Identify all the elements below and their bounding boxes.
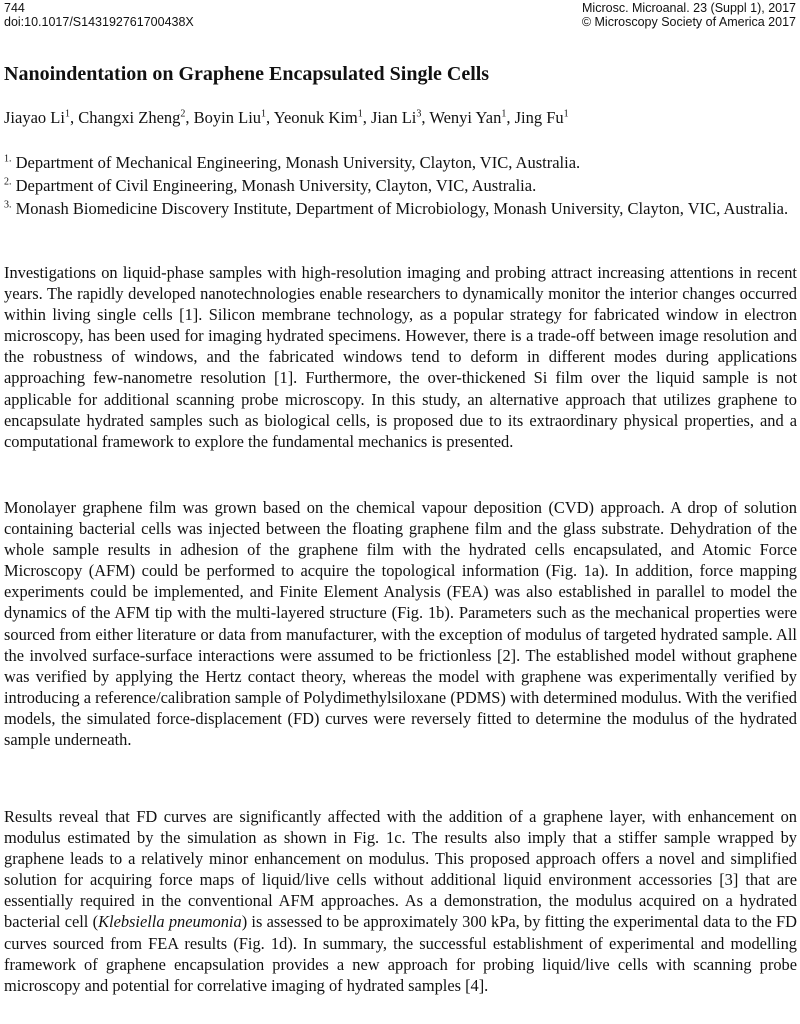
copyright-notice: © Microscopy Society of America 2017 [581, 15, 796, 29]
doi: doi:10.1017/S143192761700438X [4, 15, 194, 29]
journal-citation: Microsc. Microanal. 23 (Suppl 1), 2017 [582, 1, 796, 15]
body-paragraph-results: Results reveal that FD curves are significantly affected with the addition of a graphene layer, with enhancement on modulus estimated by the simulation as shown in Fig. 1c. The results also imply that a stiffer sample wrapped by graphene leads to a relatively minor enhancement on modulus. This proposed approach offers a novel and simplified solution for acquiring force maps of liquid/live cells without additional liquid environment accessories [3] that are essentially required in the conventional AFM approaches. As a demonstration, the modulus acquired on a hydrated bacterial cell (Klebsiella pneumonia) is assessed to be approximately 300 kPa, by fitting the experimental data to the FD curves sourced from FEA results (Fig. 1d). In summary, the successful establishment of experimental and modelling framework of graphene encapsulation provides a new approach for probing liquid/live cells with scanning probe microscopy and potential for correlative imaging of hydrated samples [4]. [4, 807, 798, 995]
author-list [4, 108, 569, 128]
affiliation: $^{2.}$ Department of Civil Engineering, Monash University, Clayton, VIC, Australia. [4, 176, 537, 195]
paper-title: Nanoindentation on Graphene Encapsulated Single Cells [4, 63, 490, 85]
affiliation: $^{3.}$ Monash Biomedicine Discovery Institute, Department of Microbiology, Monash University, Clayton, VIC, Australia. [4, 199, 789, 218]
author-affiliation-mark: 1 [261, 108, 267, 120]
author: Boyin Liu$^1$, [193, 108, 274, 127]
species-name: Klebsiella pneumonia [98, 912, 242, 932]
author-affiliation-mark: 1 [64, 108, 70, 120]
author-affiliation-mark: 2 [180, 108, 186, 120]
author: Yeonuk Kim$^1$, [273, 108, 371, 127]
page-number: 744 [4, 1, 25, 15]
author-affiliation-mark: 1 [501, 108, 507, 120]
affiliation-mark: 2. [4, 176, 12, 188]
author: Wenyi Yan$^1$, [429, 108, 515, 127]
author: Jing Fu$^1$ [514, 108, 569, 127]
affiliation-mark: 1. [4, 153, 12, 165]
affiliation-mark: 3. [4, 199, 12, 211]
author: Changxi Zheng$^2$, [78, 108, 194, 127]
body-paragraph-methods: Monolayer graphene film was grown based on the chemical vapour deposition (CVD) approach. A drop of solution containing bacterial cells was injected between the floating graphene film and the glass substrate. Dehydration of the whole sample results in adhesion of the graphene film with the hydrated cells encapsulated, and Atomic Force Microscopy (AFM) could be performed to acquire the topological information (Fig. 1a). In addition, force mapping experiments could be implemented, and Finite Element Analysis (FEA) was also established in parallel to model the dynamics of the AFM tip with the multi-layered structure (Fig. 1b). Parameters such as the mechanical properties were sourced from either literature or data from manufacturer, with the exception of modulus of targeted hydrated sample. All the involved surface-surface interactions were assumed to be frictionless [2]. The established model without graphene was verified by applying the Hertz contact theory, whereas the model with graphene was experimentally verified by introducing a reference/calibration sample of Polydimethylsiloxane (PDMS) with determined modulus. With the verified models, the simulated force-displacement (FD) curves were reversely fitted to determine the modulus of the hydrated sample underneath. [4, 498, 797, 750]
author-affiliation-mark: 1 [563, 108, 569, 120]
author-affiliation-mark: 1 [357, 108, 363, 120]
author: Jiayao Li$^1$, [4, 108, 79, 127]
author: Jian Li$^3$, [370, 108, 430, 127]
affiliation: $^{1.}$ Department of Mechanical Engineering, Monash University, Clayton, VIC, Australia. [4, 153, 581, 172]
author-affiliation-mark: 3 [416, 108, 422, 120]
body-paragraph-introduction: Investigations on liquid-phase samples with high-resolution imaging and probing attract increasing attentions in recent years. The rapidly developed nanotechnologies enable researchers to dynamically monitor the interior changes occurred within living single cells [1]. Silicon membrane technology, as a popular strategy for fabricated window in electron microscopy, has been used for imaging hydrated specimens. However, there is a trade-off between image resolution and the robustness of windows, and the fabricated windows tend to deform in different modes during applications approaching few-nanometre resolution [1]. Furthermore, the over-thickened Si film over the liquid sample is not applicable for additional scanning probe microscopy. In this study, an alternative approach that utilizes graphene to encapsulate hydrated samples such as biological cells, is proposed due to its extraordinary physical properties, and a computational framework to explore the fundamental mechanics is presented. [4, 263, 797, 451]
